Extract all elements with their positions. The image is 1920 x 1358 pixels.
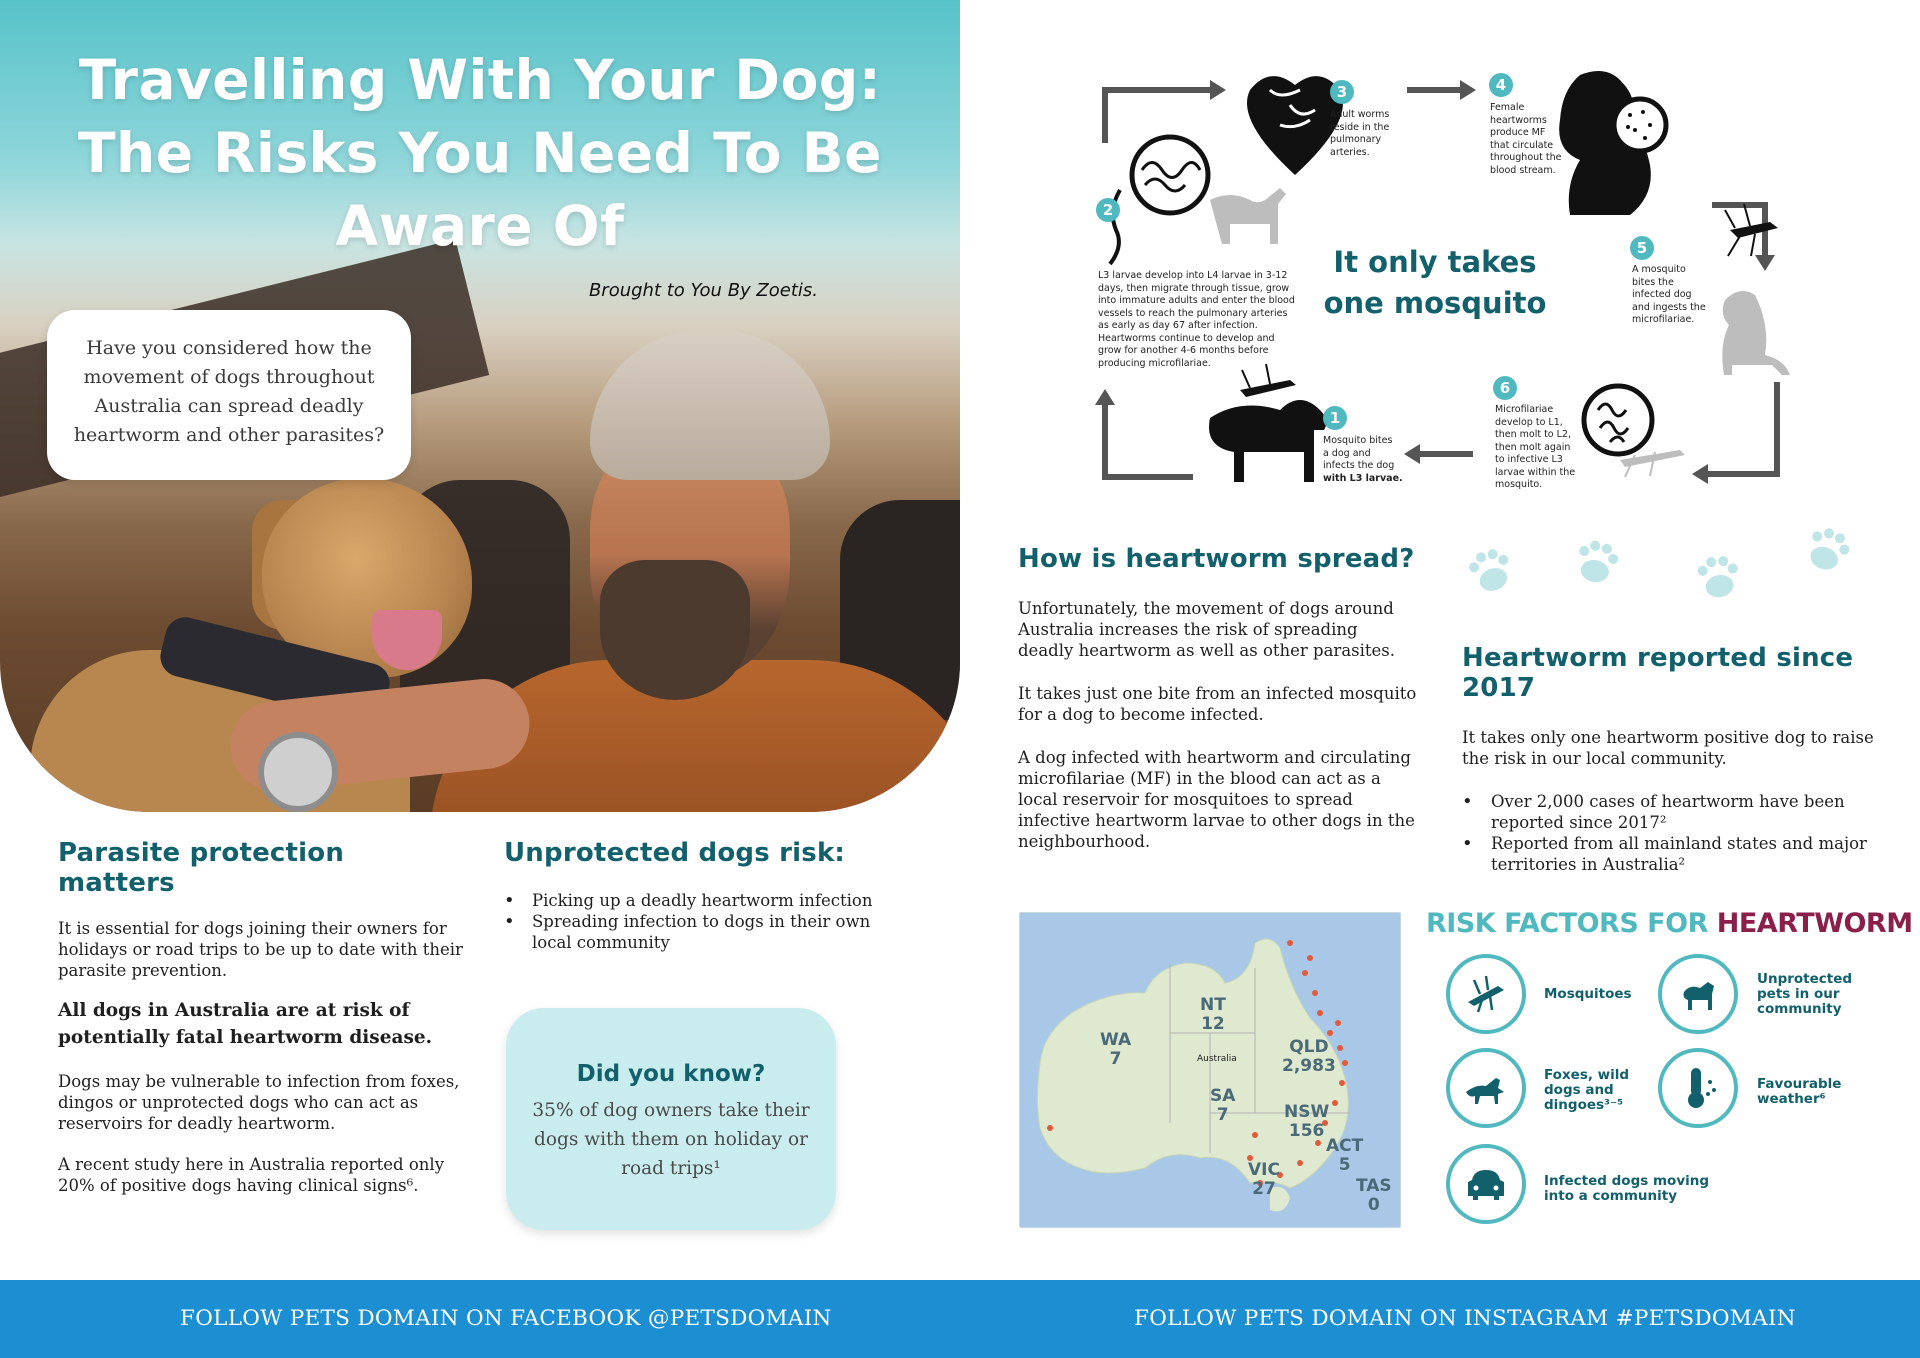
unprotected-list: [504, 890, 904, 953]
step-text-line: into immature adults and enter the blood: [1098, 295, 1295, 306]
region-name: NSW: [1284, 1102, 1330, 1122]
paw-prints-decoration: [1445, 520, 1885, 620]
step-5-text: [1632, 264, 1706, 327]
step-text-line: days, then migrate through tissue, grow: [1098, 282, 1290, 294]
step-text-line: mosquito.: [1495, 479, 1543, 490]
reported-heading: Heartworm reported since 2017: [1462, 643, 1854, 703]
risk-label-mosquitoes: [1544, 987, 1632, 1002]
step-text-line: with L3 larvae.: [1323, 472, 1403, 484]
cycle-arrow: [1105, 90, 1210, 140]
arrow-head: [1460, 80, 1476, 100]
arrow-head: [1210, 80, 1226, 100]
risk-factors-title: [1426, 908, 1913, 939]
fox-icon: [1446, 1048, 1526, 1128]
intro-bubble: Have you considered how the movement of dogs throughout Australia can spread deadly heartworm and other parasites?: [47, 310, 411, 480]
step-text-line: throughout the: [1490, 152, 1562, 163]
step-text-line: producing microfilariae.: [1098, 357, 1211, 369]
list-item: • Reported from all mainland states and major territories in Australia²: [1462, 833, 1882, 875]
step-2-text: [1098, 270, 1295, 370]
step-text-line: larvae within the: [1495, 466, 1576, 478]
page-title: [40, 44, 920, 263]
spread-heading: How is heartworm spread?: [1018, 544, 1415, 574]
label-line: Mosquitoes: [1544, 986, 1632, 1002]
spread-section: [1018, 544, 1418, 852]
region-vic: [1248, 1161, 1280, 1199]
step-text-line: produce MF: [1490, 127, 1546, 138]
region-tas: [1356, 1177, 1392, 1215]
step-text-line: L3 larvae develop into L4 larvae in 3-12: [1098, 270, 1288, 281]
arrow-head: [1095, 389, 1115, 405]
region-name: SA: [1210, 1086, 1236, 1106]
step-text-line: then molt to L2,: [1495, 429, 1571, 440]
paw-icon: [1574, 538, 1621, 585]
region-count: 156: [1288, 1121, 1325, 1141]
car-icon: [1446, 1144, 1526, 1224]
dog-mf-illustration: [1559, 71, 1666, 215]
region-count: 27: [1252, 1179, 1276, 1199]
risk-label-foxes: [1544, 1068, 1629, 1113]
label-line: weather⁶: [1757, 1091, 1826, 1107]
reported-list: [1462, 791, 1882, 875]
step-text-line: infected dog: [1632, 289, 1692, 300]
list-item: • Picking up a deadly heartworm infection: [504, 890, 904, 911]
parasite-bold-statement: All dogs in Australia are at risk of potentially fatal heartworm disease.: [58, 1000, 433, 1048]
title-line: It only takes: [1333, 245, 1537, 279]
step-text-line: A mosquito: [1632, 264, 1686, 275]
map-landmass: [1020, 913, 1401, 1228]
step-number: 6: [1493, 376, 1517, 400]
cycle-arrow: [1708, 385, 1777, 474]
arrow-head: [1404, 444, 1420, 464]
region-name: VIC: [1248, 1160, 1280, 1180]
reported-paragraph: It takes only one heartworm positive dog to raise the risk in our local community.: [1462, 728, 1874, 768]
label-line: pets in our: [1757, 986, 1840, 1002]
step-text-line: then molt again: [1495, 441, 1571, 453]
thermometer-icon: [1658, 1048, 1738, 1128]
region-wa: [1100, 1031, 1131, 1069]
region-name: WA: [1100, 1030, 1132, 1050]
label-line: Favourable: [1757, 1076, 1842, 1092]
heart-illustration: [1247, 76, 1343, 175]
did-you-know-callout: [506, 1008, 836, 1230]
step-3-text: [1330, 109, 1389, 159]
step-text-line: bites the: [1632, 276, 1674, 288]
region-act: [1326, 1137, 1363, 1175]
instagram-link[interactable]: FOLLOW PETS DOMAIN ON INSTAGRAM #PETSDOMAIN: [1134, 1306, 1796, 1331]
risk-label-infected-dogs-moving: [1544, 1174, 1709, 1204]
step-text-line: and ingests the: [1632, 301, 1706, 313]
spread-paragraph: It takes just one bite from an infected mosquito for a dog to become infected.: [1018, 684, 1417, 724]
step-text-line: develop to L1,: [1495, 416, 1563, 428]
risk-title-highlight: HEARTWORM: [1716, 908, 1913, 939]
australia-map: [1019, 912, 1401, 1228]
paw-icon: [1803, 523, 1855, 575]
brought-by-credit: Brought to You By Zoetis.: [588, 280, 818, 301]
step-text-line: pulmonary: [1330, 134, 1382, 145]
arrow-head: [1755, 255, 1775, 271]
step-text-line: blood stream.: [1490, 164, 1556, 176]
step-text-line: a dog and: [1323, 447, 1371, 459]
step-6-text: [1495, 404, 1575, 492]
step-number: 5: [1630, 236, 1654, 260]
watch-shape: [258, 732, 338, 812]
unprotected-heading: Unprotected dogs risk:: [504, 838, 846, 868]
label-line: dingoes³⁻⁵: [1544, 1097, 1623, 1113]
footer-bar: [0, 1280, 1920, 1358]
label-line: into a community: [1544, 1188, 1677, 1204]
step-text-line: arteries.: [1330, 146, 1370, 158]
title-line: Travelling With Your Dog:: [78, 48, 882, 112]
step-text-line: heartworms: [1490, 114, 1547, 126]
step-text-line: to infective L3: [1495, 454, 1563, 465]
dog-icon: [1658, 954, 1738, 1034]
risk-title-part: RISK FACTORS FOR: [1426, 908, 1717, 939]
hero-photo: [0, 0, 960, 812]
step-1-text: [1323, 435, 1403, 485]
list-item: • Over 2,000 cases of heartworm have been reported since 2017²: [1462, 791, 1882, 833]
label-line: Foxes, wild: [1544, 1067, 1630, 1083]
label-line: community: [1757, 1001, 1842, 1017]
step-4-text: [1490, 102, 1562, 177]
did-you-know-title: Did you know?: [576, 1061, 766, 1087]
step-text-line: vessels to reach the pulmonary arteries: [1098, 307, 1288, 319]
step-text-line: as early as day 67 after infection.: [1098, 320, 1258, 331]
region-name: TAS: [1356, 1176, 1392, 1196]
mosquito-icon: [1446, 954, 1526, 1034]
step-number: 4: [1489, 73, 1513, 97]
country-label: Australia: [1197, 1054, 1237, 1064]
label-line: Infected dogs moving: [1544, 1173, 1710, 1189]
region-count: 12: [1201, 1014, 1225, 1034]
step-text-line: Microfilariae: [1495, 404, 1554, 415]
step-text-line: Female: [1490, 102, 1525, 113]
list-item: • Spreading infection to dogs in their own local community: [504, 911, 904, 953]
unprotected-section: [504, 838, 904, 953]
did-you-know-text: 35% of dog owners take their dogs with them on holiday or road trips¹: [532, 1100, 810, 1179]
spread-paragraph: Unfortunately, the movement of dogs around Australia increases the risk of spreading deadly heartworm as well as other parasites.: [1018, 599, 1396, 660]
step-number: 2: [1096, 198, 1120, 222]
risk-label-weather: [1757, 1077, 1841, 1107]
step-text-line: that circulate: [1490, 139, 1554, 151]
mosquito-dog-illustration: [1722, 204, 1790, 375]
parasite-paragraph: A recent study here in Australia reported only 20% of positive dogs having clinical signs⁶.: [58, 1155, 445, 1195]
parasite-section: [58, 838, 468, 1196]
region-nsw: [1284, 1103, 1329, 1141]
lifecycle-title: [1320, 242, 1550, 324]
lifecycle-diagram: [1090, 50, 1890, 500]
parasite-paragraph: It is essential for dogs joining their owners for holidays or road trips to be up to date with their parasite prevention.: [58, 919, 463, 980]
label-line: Unprotected: [1757, 971, 1853, 987]
reported-section: [1462, 643, 1882, 875]
step-text-line: microfilariae.: [1632, 314, 1695, 325]
dog-bitten-illustration: [1209, 364, 1326, 482]
step-text-line: reside in the: [1330, 121, 1390, 133]
region-count: 0: [1367, 1195, 1380, 1215]
man-cap-shape: [590, 330, 830, 480]
title-line: one mosquito: [1323, 286, 1547, 320]
larvae-illustration: [1110, 137, 1286, 264]
title-line: Aware Of: [335, 194, 625, 258]
region-sa: [1210, 1087, 1235, 1125]
step-number: 3: [1330, 80, 1354, 104]
paw-icon: [1465, 544, 1517, 596]
step-text-line: infects the dog: [1323, 460, 1395, 471]
region-count: 2,983: [1282, 1056, 1336, 1076]
region-count: 7: [1216, 1105, 1229, 1125]
arrow-head: [1692, 464, 1708, 484]
region-count: 7: [1109, 1049, 1122, 1069]
paw-icon: [1696, 553, 1743, 600]
parasite-paragraph: Dogs may be vulnerable to infection from foxes, dingos or unprotected dogs who can act as reservoirs for deadly heartworm.: [58, 1072, 460, 1133]
step-text-line: Adult worms: [1330, 109, 1390, 120]
man-beard-shape: [600, 560, 750, 700]
step-text-line: Heartworms continue to develop and: [1098, 332, 1275, 344]
facebook-link[interactable]: FOLLOW PETS DOMAIN ON FACEBOOK @PETSDOMAIN: [180, 1306, 832, 1331]
region-name: NT: [1200, 995, 1226, 1015]
region-name: ACT: [1326, 1136, 1364, 1156]
microfilariae-illustration: [1584, 386, 1685, 477]
step-text-line: grow for another 4-6 months before: [1098, 345, 1269, 356]
region-qld: [1282, 1038, 1336, 1076]
spread-paragraph: A dog infected with heartworm and circulating microfilariae (MF) in the blood can act as a local reservoir for mosquitoes to spread infective heartworm larvae to other dogs in the neighbourhood.: [1018, 748, 1415, 851]
parasite-heading: Parasite protection matters: [58, 838, 345, 898]
step-text-line: Mosquito bites: [1323, 435, 1393, 446]
title-line: The Risks You Need To Be: [78, 121, 882, 185]
region-nt: [1200, 996, 1226, 1034]
region-count: 5: [1338, 1155, 1351, 1175]
risk-label-unprotected-pets: [1757, 972, 1852, 1017]
cycle-arrow: [1105, 405, 1190, 477]
region-name: QLD: [1289, 1037, 1329, 1057]
step-number: 1: [1323, 406, 1347, 430]
label-line: dogs and: [1544, 1082, 1614, 1098]
